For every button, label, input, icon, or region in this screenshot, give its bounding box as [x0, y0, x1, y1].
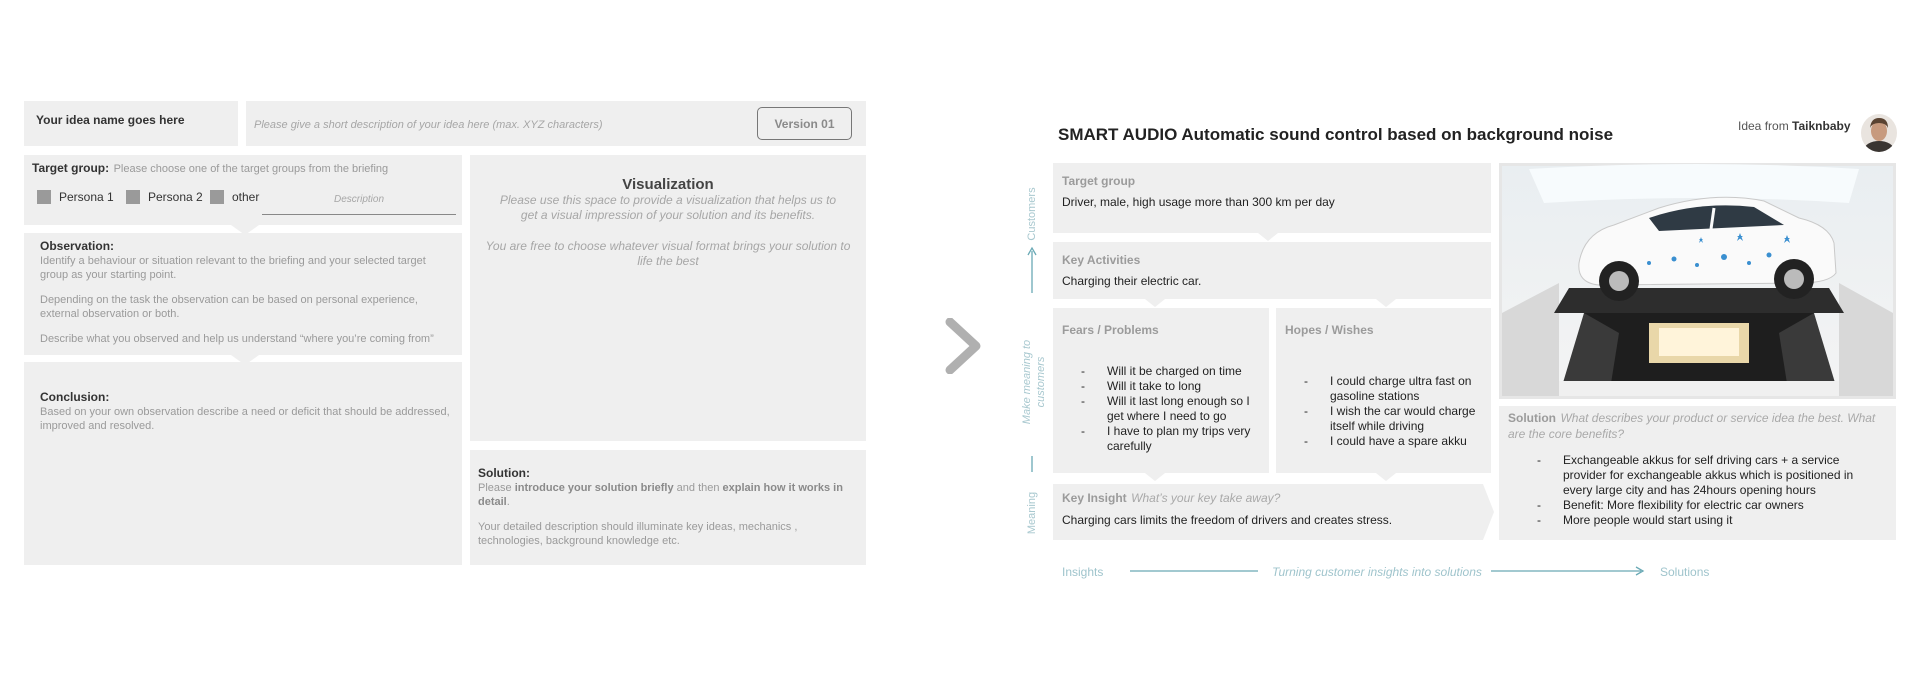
fears-list: [1081, 364, 1261, 454]
key-insight-heading: [1062, 489, 1280, 507]
conclusion-label: Conclusion:: [40, 390, 110, 404]
hopes-title: Hopes / Wishes: [1285, 323, 1374, 337]
target-group-heading: [32, 159, 388, 177]
key-activities-text: Charging their electric car.: [1062, 274, 1202, 288]
observation-panel: [24, 233, 462, 355]
list-item: - Will it last long enough so I get where I need to go: [1081, 394, 1261, 424]
list-item: - I have to plan my trips very carefully: [1081, 424, 1261, 454]
solution-text: Please: [478, 482, 515, 494]
notch-arrow: [1145, 299, 1165, 307]
notch-arrow: [1376, 299, 1396, 307]
hopes-list: [1304, 374, 1484, 449]
chevron-right-icon: [944, 318, 984, 374]
arrow-up-icon: [1026, 245, 1038, 295]
axis-solutions: Solutions: [1660, 565, 1710, 579]
solution-instructions: [478, 481, 858, 509]
canvas-solution-list: [1537, 453, 1867, 528]
author-name: Taiknbaby: [1792, 119, 1851, 133]
solution-label: Solution:: [478, 466, 530, 480]
key-insight-title: Key Insight: [1062, 491, 1127, 505]
make-meaning-text: Make meaning to customers: [1021, 339, 1047, 425]
list-item: - I wish the car would charge itself while driving: [1304, 404, 1484, 434]
customers-side-label: Customers: [1026, 187, 1038, 241]
target-group-hint: Please choose one of the target groups from the briefing: [113, 163, 389, 175]
target-group-title: Target group: [1062, 174, 1136, 188]
persona-option-1[interactable]: [37, 190, 114, 204]
observation-paragraph: Depending on the task the observation can be based on personal experience, external observation or both.: [40, 294, 418, 320]
persona-label: Persona 1: [59, 190, 114, 204]
canvas-title: SMART AUDIO Automatic sound control based on background noise: [1058, 125, 1614, 144]
list-item: - More people would start using it: [1537, 513, 1867, 528]
solution-image-frame: [1499, 163, 1896, 399]
divider-tick: [1026, 455, 1038, 473]
arrow-right-icon: [1491, 566, 1645, 576]
observation-paragraph: Describe what you observed and help us understand “where you’re coming from”: [40, 333, 434, 345]
persona-option-other[interactable]: [210, 190, 259, 204]
key-activities-title: Key Activities: [1062, 253, 1141, 267]
observation-paragraph: Identify a behaviour or situation relevant to the briefing and your selected target group as your starting point.: [40, 255, 426, 281]
short-description-placeholder: Please give a short description of your idea here (max. XYZ characters): [254, 119, 603, 131]
canvas-solution-title: Solution: [1508, 411, 1556, 425]
solution-panel: [470, 450, 866, 565]
list-item: - Will it take to long: [1081, 379, 1261, 394]
list-item: - Will it be charged on time: [1081, 364, 1261, 379]
version-badge: Version 01: [757, 107, 852, 140]
electric-car-photo: [1499, 163, 1896, 399]
key-insight-hint: What’s your key take away?: [1131, 491, 1281, 505]
persona-label: Persona 2: [148, 190, 203, 204]
fears-box: [1053, 308, 1269, 473]
meaning-side-label: Meaning: [1026, 491, 1038, 535]
key-activities-box: [1053, 242, 1491, 299]
target-group-box: [1053, 163, 1491, 233]
idea-from-label: Idea from: [1738, 119, 1789, 133]
list-item: - Benefit: More flexibility for electric car owners: [1537, 498, 1867, 513]
list-item: - I could have a spare akku: [1304, 434, 1484, 449]
list-item: - I could charge ultra fast on gasoline stations: [1304, 374, 1484, 404]
axis-middle-label: Turning customer insights into solutions: [1272, 565, 1482, 579]
visualization-label: Visualization: [622, 176, 714, 193]
persona-description-field[interactable]: Description: [333, 194, 385, 205]
canvas-solution-heading: [1508, 410, 1888, 442]
description-underline: [262, 214, 456, 215]
idea-name: Your idea name goes here: [36, 113, 185, 127]
solution-text: and then: [673, 482, 723, 494]
visualization-hint-2: You are free to choose whatever visual format brings your solution to life the best: [485, 239, 851, 268]
checkbox-icon[interactable]: [210, 190, 224, 204]
checkbox-icon[interactable]: [37, 190, 51, 204]
notch-arrow: [1258, 233, 1278, 241]
fears-title: Fears / Problems: [1062, 323, 1159, 337]
solution-text-bold: explain how it works in detail: [478, 482, 843, 508]
hopes-box: [1276, 308, 1491, 473]
solution-text: .: [506, 496, 510, 508]
notch-arrow: [1376, 473, 1396, 481]
persona-option-2[interactable]: [126, 190, 203, 204]
visualization-panel: [470, 155, 866, 441]
conclusion-text: Based on your own observation describe a need or deficit that should be addressed, improved and resolved.: [40, 406, 450, 432]
axis-line-left: [1130, 566, 1258, 576]
axis-insights: Insights: [1062, 565, 1104, 579]
solution-detail-hint: Your detailed description should illuminate key ideas, mechanics , technologies, background knowledge etc.: [478, 521, 798, 547]
notch-arrow: [1145, 473, 1165, 481]
checkbox-icon[interactable]: [126, 190, 140, 204]
list-item: - Exchangeable akkus for self driving cars + a service provider for exchangeable akkus which is positioned in every large city and has 24hours opening hours: [1537, 453, 1867, 498]
canvas-solution-hint: What describes your product or service idea the best. What are the core benefits?: [1508, 411, 1876, 441]
solution-text-bold: introduce your solution briefly: [514, 482, 674, 494]
canvas-solution-box: [1499, 406, 1896, 540]
idea-name-panel[interactable]: [24, 101, 238, 146]
visualization-hint: Please use this space to provide a visualization that helps us to get a visual impression of your solution and its benefits.: [499, 193, 837, 222]
make-meaning-side-label: [1020, 327, 1048, 437]
target-group-label: Target group:: [32, 161, 110, 175]
observation-label: Observation:: [40, 239, 115, 253]
key-insight-text: Charging cars limits the freedom of drivers and creates stress.: [1062, 513, 1393, 527]
avatar: [1861, 114, 1897, 152]
target-group-text: Driver, male, high usage more than 300 km per day: [1062, 195, 1335, 209]
observation-text: [40, 254, 450, 346]
persona-label: other: [232, 190, 260, 204]
idea-from: [1738, 119, 1851, 133]
conclusion-panel: [24, 362, 462, 565]
